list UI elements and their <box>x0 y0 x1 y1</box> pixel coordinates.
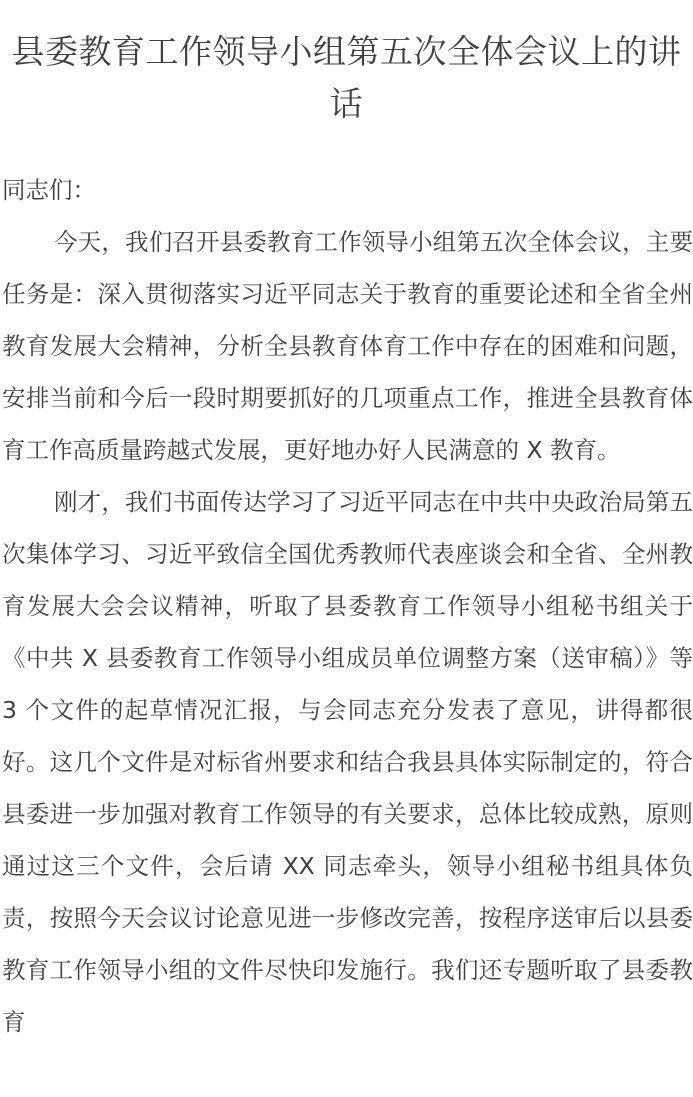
paragraph-opening: 今天，我们召开县委教育工作领导小组第五次全体会议，主要任务是：深入贯彻落实习近平同志关于教育的重要论述和全省全州教育发展大会精神，分析全县教育体育工作中存在的困难和问题，安排当前和今后一段时期要抓好的几项重点工作，推进全县教育体育工作高质量跨越式发展，更好地办好人民满意的 X 教育。 <box>2 228 693 464</box>
paragraph-review: 刚才，我们书面传达学习了习近平同志在中共中央政治局第五次集体学习、习近平致信全国优秀教师代表座谈会和全省、全州教育发展大会会议精神，听取了县委教育工作领导小组秘书组关于《中共 X 县委教育工作领导小组成员单位调整方案（送审稿）》等 3 个文件的起草情况汇报，与会同志充分发表了意见，讲得都很好。这几个文件是对标省州要求和结合我县具体实际制定的，符合县委进一步加强对教育工作领导的有关要求，总体比较成熟，原则通过这三个文件，会后请 XX 同志牵头，领导小组秘书组具体负责，按照今天会议讨论意见进一步修改完善，按程序送审后以县委教育工作领导小组的文件尽快印发施行。我们还专题听取了县委教育 <box>2 488 693 1036</box>
document-body <box>0 164 693 1048</box>
document-title: 县委教育工作领导小组第五次全体会议上的讲话 <box>11 32 682 123</box>
salutation: 同志们： <box>2 176 96 204</box>
